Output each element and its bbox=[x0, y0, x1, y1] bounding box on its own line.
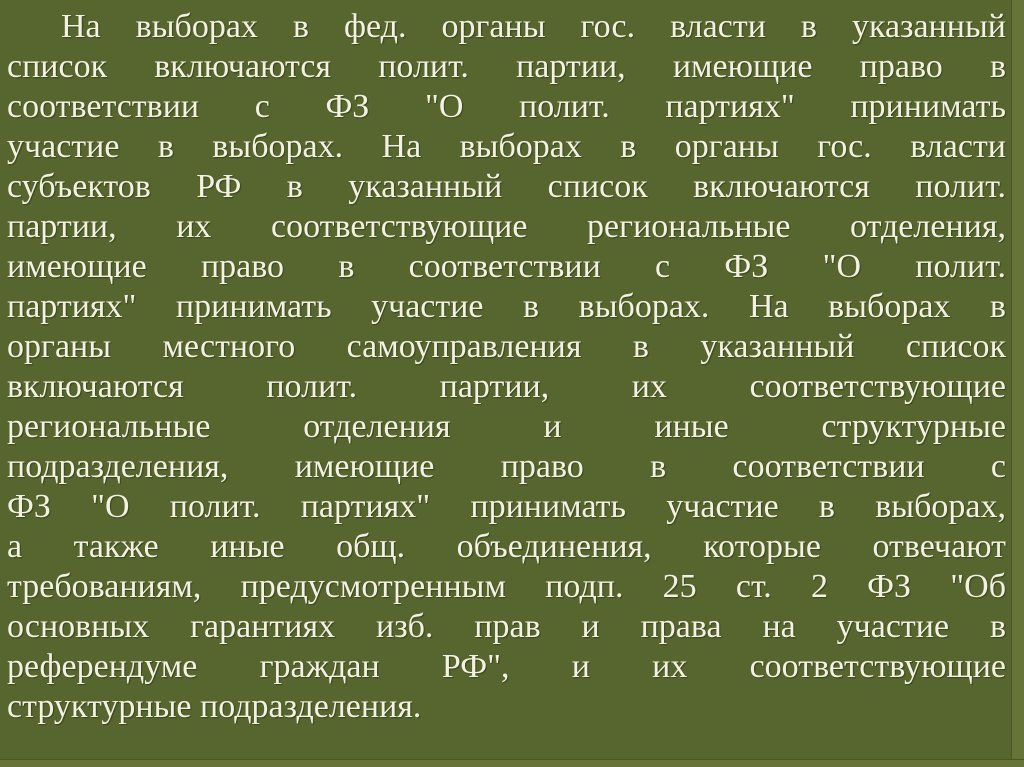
text-line: имеющие право в соответствии с ФЗ "О полит. bbox=[7, 248, 1006, 285]
slide-edge-right bbox=[1011, 0, 1024, 767]
text-line: а также иные общ. объединения, которые отвечают bbox=[7, 528, 1006, 565]
text-line: органы местного самоуправления в указанный список bbox=[7, 328, 1006, 365]
text-line: партии, их соответствующие региональные отделения, bbox=[7, 208, 1006, 245]
text-line: требованиям, предусмотренным подп. 25 ст. 2 ФЗ "Об bbox=[7, 568, 1006, 605]
text-line: соответствии с ФЗ "О полит. партиях" принимать bbox=[7, 88, 1006, 125]
text-line: На выборах в фед. органы гос. власти в указанный bbox=[61, 8, 1006, 45]
text-line: референдуме граждан РФ", и их соответствующие bbox=[7, 648, 1006, 685]
text-line: подразделения, имеющие право в соответствии с bbox=[7, 448, 1006, 485]
text-line: включаются полит. партии, их соответствующие bbox=[7, 368, 1006, 405]
text-line: список включаются полит. партии, имеющие право в bbox=[7, 48, 1006, 85]
text-line: ФЗ "О полит. партиях" принимать участие в выборах, bbox=[7, 488, 1006, 525]
text-line: участие в выборах. На выборах в органы гос. власти bbox=[7, 128, 1006, 165]
slide-body-text bbox=[7, 7, 1006, 727]
text-line: субъектов РФ в указанный список включаются полит. bbox=[7, 168, 1006, 205]
slide-edge-bottom bbox=[0, 759, 1024, 767]
text-line: структурные подразделения. bbox=[7, 688, 422, 725]
text-line: основных гарантиях изб. прав и права на участие в bbox=[7, 608, 1006, 645]
text-line: партиях" принимать участие в выборах. На выборах в bbox=[7, 288, 1006, 325]
text-line: региональные отделения и иные структурные bbox=[7, 408, 1006, 445]
